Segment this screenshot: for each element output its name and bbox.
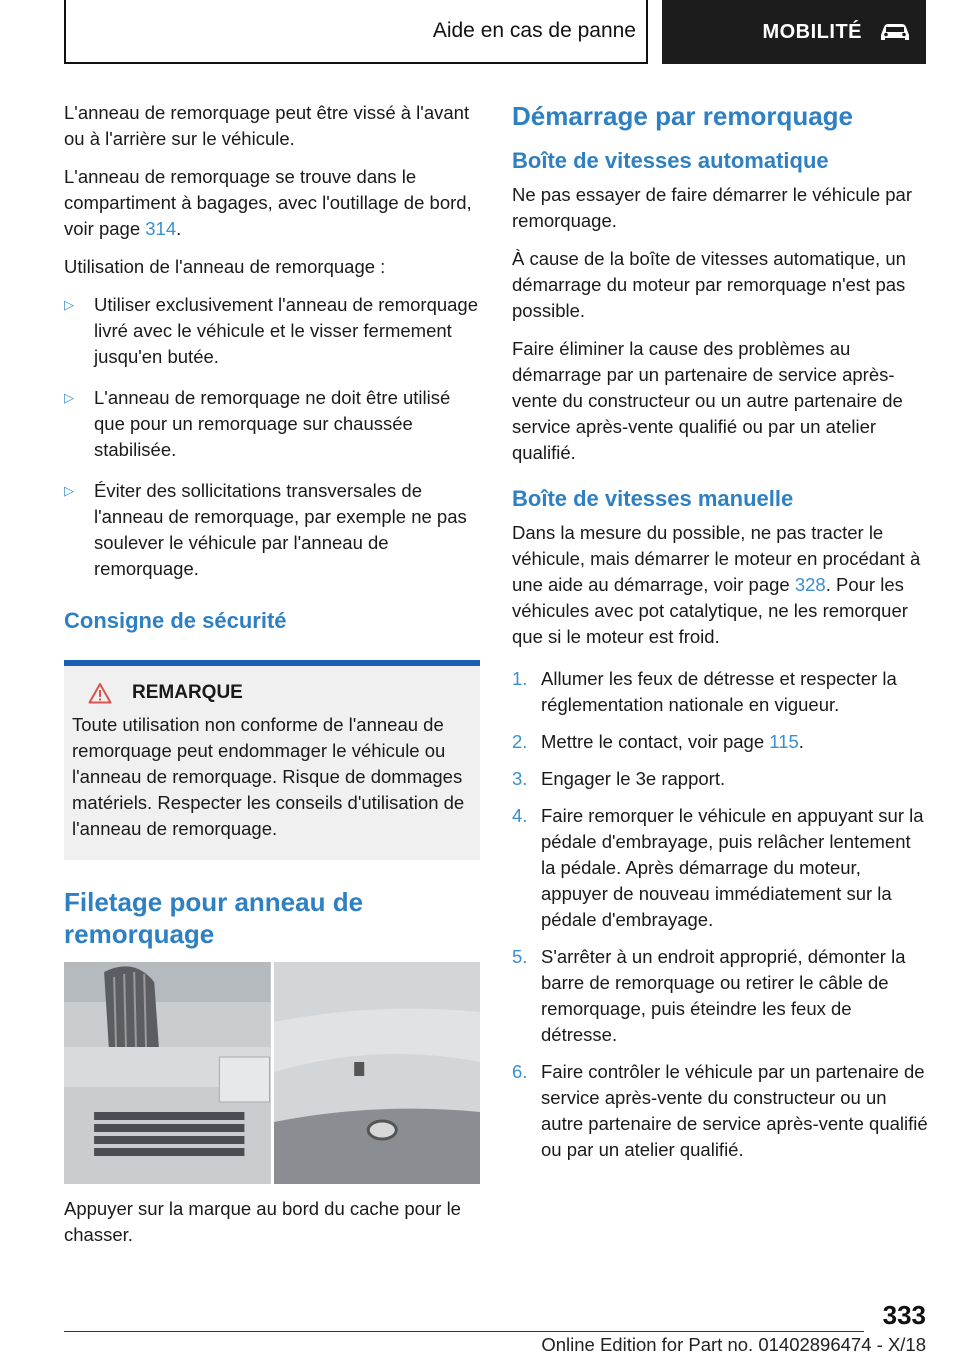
paragraph-end: . bbox=[176, 218, 182, 239]
edition-text: Online Edition for Part no. 01402896474 - X/18 bbox=[541, 1334, 926, 1355]
step-number: 3. bbox=[512, 768, 528, 789]
paragraph: L'anneau de remorquage peut être vissé à l'avant ou à l'arrière sur le véhicule. bbox=[64, 102, 470, 149]
list-item-text: L'anneau de remorquage ne doit être utilisé que pour un remorquage sur chaussée stabilisée. bbox=[94, 387, 451, 460]
manual-heading: Boîte de vitesses manuelle bbox=[512, 486, 794, 511]
left-column bbox=[64, 100, 480, 1260]
tow-start-heading: Démarrage par remorquage bbox=[512, 101, 854, 131]
paragraph-end: . Pour les véhicules avec pot catalytique, ne les remorquer que si le moteur est froid. bbox=[512, 574, 908, 647]
step-item bbox=[512, 944, 928, 1048]
list-item-text: Éviter des sollicitations transversales de l'anneau de remorquage, par exemple ne pas soulever le véhicule par l'anneau de remorquage. bbox=[94, 480, 467, 579]
paragraph: Utilisation de l'anneau de remorquage : bbox=[64, 256, 386, 277]
step-item bbox=[512, 1059, 928, 1163]
step-text: Allumer les feux de détresse et respecter la réglementation nationale en vigueur. bbox=[541, 668, 897, 715]
list-item bbox=[64, 478, 480, 582]
chapter-title: MOBILITÉ bbox=[762, 20, 862, 43]
paragraph: Ne pas essayer de faire démarrer le véhicule par remorquage. bbox=[512, 184, 912, 231]
warning-icon bbox=[88, 682, 112, 704]
rear-bumper-photo bbox=[274, 962, 481, 1184]
thread-heading: Filetage pour anneau de remorquage bbox=[64, 887, 364, 949]
step-text: Engager le 3e rapport. bbox=[541, 768, 726, 789]
footer-divider bbox=[64, 1331, 864, 1332]
step-number: 4. bbox=[512, 805, 528, 826]
list-item-text: Utiliser exclusivement l'anneau de remorquage livré avec le véhicule et le visser fermement jusqu'en butée. bbox=[94, 294, 479, 367]
right-column bbox=[512, 100, 928, 1174]
photo-caption: Appuyer sur la marque au bord du cache pour le chasser. bbox=[64, 1198, 461, 1245]
step-item bbox=[512, 803, 928, 933]
step-text: S'arrêter à un endroit approprié, démonter la barre de remorquage ou retirer le câble de remorquage, puis éteindre les feux de détresse. bbox=[541, 946, 906, 1045]
step-item bbox=[512, 766, 928, 792]
step-item bbox=[512, 666, 928, 718]
page-header bbox=[64, 0, 926, 64]
car-icon bbox=[878, 21, 912, 43]
step-text: Faire remorquer le véhicule en appuyant sur la pédale d'embrayage, puis relâcher lentement la pédale. Après démarrage du moteur, appuyer de nouveau immédiatement sur la pédale d'embrayage. bbox=[541, 805, 924, 930]
step-end: . bbox=[798, 731, 804, 752]
section-title: Aide en cas de panne bbox=[64, 0, 648, 64]
safety-heading: Consigne de sécurité bbox=[64, 608, 287, 633]
step-item bbox=[512, 729, 928, 755]
tow-hook-photo bbox=[64, 962, 480, 1184]
front-bumper-photo bbox=[64, 962, 271, 1184]
page-link-314[interactable]: 314 bbox=[145, 218, 177, 239]
step-number: 6. bbox=[512, 1061, 528, 1082]
usage-list bbox=[64, 292, 480, 582]
triangle-bullet-icon: ▷ bbox=[64, 483, 74, 498]
paragraph-text: Dans la mesure du possible, ne pas tracter le véhicule, mais démarrer le moteur en procédant à une aide au démarrage, voir page bbox=[512, 522, 921, 595]
triangle-bullet-icon: ▷ bbox=[64, 390, 74, 405]
paragraph bbox=[64, 164, 480, 242]
paragraph: Faire éliminer la cause des problèmes au démarrage par un partenaire de service après-vente du constructeur ou un autre partenaire de service après-vente qualifié ou par un atelier qualifié. bbox=[512, 338, 903, 463]
notice-text: Toute utilisation non conforme de l'anneau de remorquage peut endommager le véhicule ou l'anneau de remorquage. Risque de dommages matériels. Respecter les conseils d'utilisation de l'anneau de remorquage. bbox=[72, 714, 465, 839]
page-number: 333 bbox=[882, 1300, 926, 1330]
step-text: Faire contrôler le véhicule par un partenaire de service après-vente du constructeur ou un autre partenaire de service après-vente qualifié ou par un atelier qualifié. bbox=[541, 1061, 928, 1160]
steps-list bbox=[512, 666, 928, 1163]
paragraph-text: L'anneau de remorquage se trouve dans le compartiment à bagages, avec l'outillage de bord, voir page bbox=[64, 166, 472, 239]
list-item bbox=[64, 385, 480, 463]
page-link-328[interactable]: 328 bbox=[794, 574, 826, 595]
automatic-heading: Boîte de vitesses automatique bbox=[512, 148, 829, 173]
paragraph: À cause de la boîte de vitesses automatique, un démarrage du moteur par remorquage n'est pas possible. bbox=[512, 248, 906, 321]
step-text: Mettre le contact, voir page bbox=[541, 731, 770, 752]
notice-header bbox=[72, 682, 474, 704]
triangle-bullet-icon: ▷ bbox=[64, 297, 74, 312]
paragraph bbox=[512, 520, 928, 650]
chapter-tab bbox=[662, 0, 926, 64]
notice-title: REMARQUE bbox=[132, 682, 243, 703]
step-number: 5. bbox=[512, 946, 528, 967]
page-link-115[interactable]: 115 bbox=[769, 731, 799, 752]
step-number: 1. bbox=[512, 668, 528, 689]
notice-box bbox=[64, 666, 480, 860]
list-item bbox=[64, 292, 480, 370]
step-number: 2. bbox=[512, 731, 528, 752]
